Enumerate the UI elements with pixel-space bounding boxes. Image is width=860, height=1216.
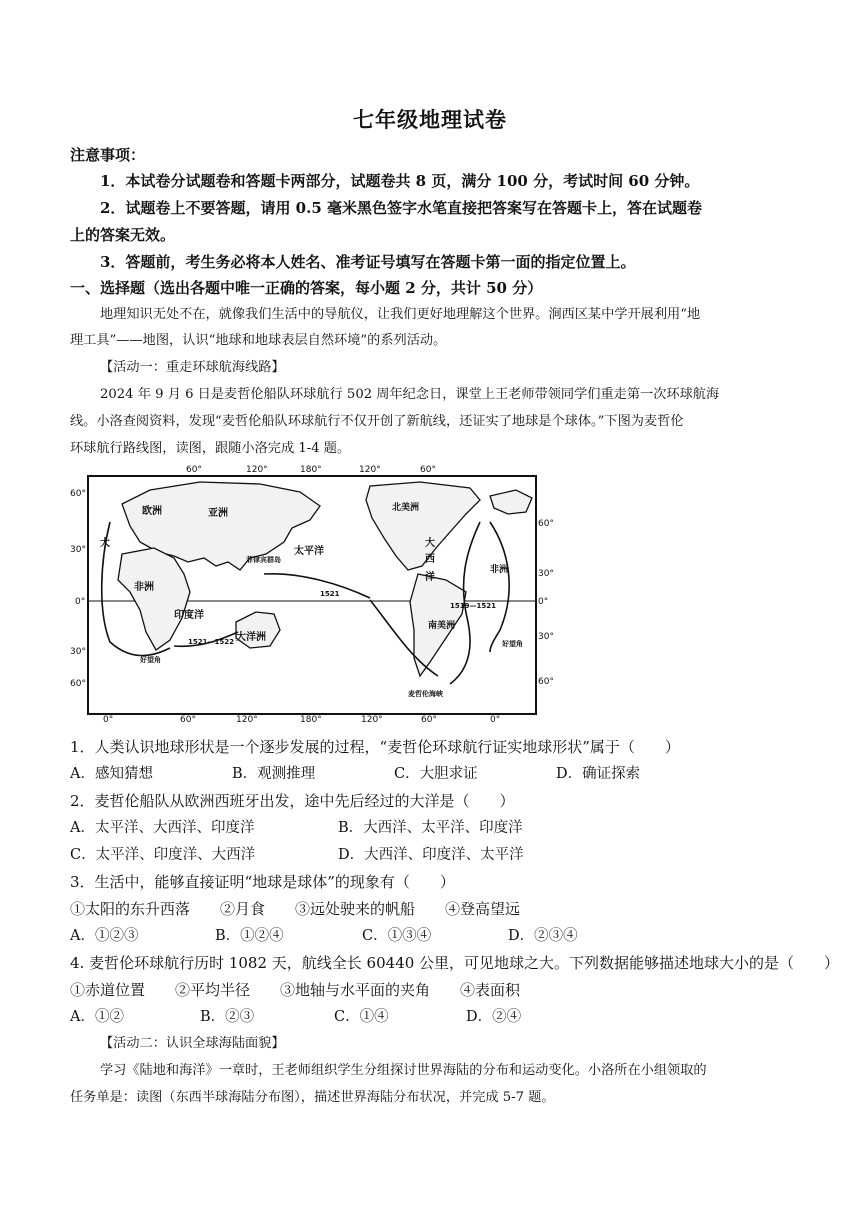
map-label-year-1521: 1521 — [320, 590, 340, 598]
map-top-lon-1: 60° — [186, 465, 202, 475]
map-label-africa-right: 非洲 — [490, 565, 509, 575]
map-top-lon-4: 120° — [359, 465, 381, 475]
map-label-atlantic-2: 西 — [425, 554, 435, 565]
exam-title: 七年级地理试卷 — [353, 107, 507, 132]
map-lat-left-2: 30° — [70, 545, 86, 555]
notice-item-2: 2．试题卷上不要答题，请用 0.5 毫米黑色签字水笔直接把答案写在答题卡上，答在试题卷 — [100, 199, 702, 217]
question-1-stem: 1．人类认识地球形状是一个逐步发展的过程，“麦哲伦环球航行证实地球形状”属于（ ） — [70, 738, 680, 756]
notice-heading: 注意事项： — [70, 146, 146, 164]
map-label-europe: 欧洲 — [142, 506, 162, 517]
map-bottom-lon-7: 0° — [490, 715, 501, 724]
map-label-north-america: 北美洲 — [392, 503, 420, 513]
q1-option-d[interactable]: D．确证探索 — [556, 766, 641, 782]
question-3-sub: ①太阳的东升西落 ②月食 ③远处驶来的帆船 ④登高望远 — [70, 900, 521, 918]
question-2-stem: 2．麦哲伦船队从欧洲西班牙出发，途中先后经过的大洋是（ ） — [70, 792, 515, 810]
map-label-oceania: 大洋洲 — [236, 632, 266, 643]
q1-option-b[interactable]: B．观测推理 — [232, 766, 316, 782]
map-bottom-lon-2: 60° — [180, 715, 196, 724]
map-top-lon-5: 60° — [420, 465, 436, 475]
notice-item-1: 1．本试卷分试题卷和答题卡两部分，试题卷共 8 页，满分 100 分，考试时间 60 分钟。 — [100, 172, 700, 190]
map-lat-left-5: 60° — [70, 679, 86, 689]
q2-option-c[interactable]: C．太平洋、印度洋、大西洋 — [70, 847, 256, 863]
question-4-sub: ①赤道位置 ②平均半径 ③地轴与水平面的夹角 ④表面积 — [70, 981, 521, 999]
map-label-cape: 好望角 — [140, 656, 161, 664]
question-4-stem: 4. 麦哲伦环球航行历时 1082 天，航线全长 60440 公里，可见地球之大。下列数据能够描述地球大小的是（ ） — [70, 954, 840, 972]
activity2-text-1: 学习《陆地和海洋》一章时，王老师组织学生分组探讨世界海陆的分布和运动变化。小洛所在小组领取的 — [100, 1063, 707, 1078]
q2-option-a[interactable]: A．太平洋、大西洋、印度洋 — [70, 820, 255, 836]
map-label-atlantic-3: 洋 — [425, 572, 435, 583]
map-top-lon-2: 120° — [246, 465, 268, 475]
activity1-text-3: 环球航行路线图，读图，跟随小洛完成 1-4 题。 — [70, 441, 351, 456]
map-label-asia: 亚洲 — [208, 508, 228, 519]
q4-option-c[interactable]: C．①④ — [334, 1009, 389, 1025]
map-label-year-1519-1521: 1519—1521 — [450, 602, 496, 610]
intro-line-1: 地理知识无处不在，就像我们生活中的导航仪，让我们更好地理解这个世界。涧西区某中学开展利用“地 — [100, 307, 701, 322]
activity1-text-1: 2024 年 9 月 6 日是麦哲伦船队环球航行 502 周年纪念日，课堂上王老师带领同学们重走第一次环球航海 — [100, 387, 720, 402]
q2-option-b[interactable]: B．大西洋、太平洋、印度洋 — [338, 820, 523, 836]
q1-option-c[interactable]: C．大胆求证 — [394, 766, 478, 782]
map-label-atlantic-left: 大 — [100, 538, 110, 549]
map-label-africa: 非洲 — [134, 582, 154, 593]
notice-item-2-cont: 上的答案无效。 — [70, 226, 176, 244]
map-label-magellan-strait: 麦哲伦海峡 — [408, 690, 443, 698]
map-lat-left-4: 30° — [70, 647, 86, 657]
map-bottom-lon-6: 60° — [421, 715, 437, 724]
intro-line-2: 理工具”——地图，认识“地球和地球表层自然环境”的系列活动。 — [70, 333, 447, 348]
map-lat-right-5: 60° — [538, 677, 554, 687]
map-label-indian-ocean: 印度洋 — [174, 610, 204, 621]
q3-option-b[interactable]: B．①②④ — [215, 928, 284, 944]
map-lat-right-1: 60° — [538, 519, 554, 529]
magellan-route-map — [70, 462, 560, 724]
q2-option-d[interactable]: D．大西洋、印度洋、太平洋 — [338, 847, 524, 863]
map-bottom-lon-3: 120° — [236, 715, 258, 724]
activity2-label: 【活动二：认识全球海陆面貌】 — [100, 1036, 285, 1051]
map-lat-right-4: 30° — [538, 632, 554, 642]
map-bottom-lon-4: 180° — [300, 715, 322, 724]
map-lat-right-2: 30° — [538, 569, 554, 579]
map-label-year-1521-1522: 1521—1522 — [188, 638, 234, 646]
map-lat-left-1: 60° — [70, 489, 86, 499]
activity1-text-2: 线。小洛查阅资料，发现“麦哲伦船队环球航行不仅开创了新航线，还证实了地球是个球体。”下图为麦哲伦 — [70, 414, 684, 429]
q3-option-c[interactable]: C．①③④ — [362, 928, 432, 944]
notice-item-3: 3．答题前，考生务必将本人姓名、准考证号填写在答题卡第一面的指定位置上。 — [100, 253, 636, 271]
map-label-atlantic-1: 大 — [425, 538, 435, 549]
activity1-label: 【活动一：重走环球航海线路】 — [100, 360, 285, 375]
section-heading: 一、选择题（选出各题中唯一正确的答案，每小题 2 分，共计 50 分） — [70, 279, 543, 297]
map-lat-left-3: 0° — [75, 597, 86, 607]
map-bottom-lon-1: 0° — [103, 715, 114, 724]
map-label-cape-right: 好望角 — [502, 640, 523, 648]
question-3-stem: 3．生活中，能够直接证明“地球是球体”的现象有（ ） — [70, 873, 455, 891]
q4-option-d[interactable]: D．②④ — [466, 1009, 522, 1025]
map-label-south-america: 南美洲 — [428, 621, 456, 631]
map-label-pacific: 太平洋 — [294, 546, 324, 557]
q3-option-a[interactable]: A．①②③ — [70, 928, 139, 944]
map-bottom-lon-5: 120° — [361, 715, 383, 724]
q4-option-b[interactable]: B．②③ — [200, 1009, 255, 1025]
map-top-lon-3: 180° — [300, 465, 322, 475]
map-lat-right-3: 0° — [538, 597, 549, 607]
q4-option-a[interactable]: A．①② — [70, 1009, 124, 1025]
q1-option-a[interactable]: A．感知猜想 — [70, 766, 153, 782]
q3-option-d[interactable]: D．②③④ — [508, 928, 578, 944]
map-label-philippines: 菲律宾群岛 — [246, 556, 281, 564]
activity2-text-2: 任务单是：读图（东西半球海陆分布图），描述世界海陆分布状况，并完成 5-7 题。 — [70, 1090, 555, 1105]
